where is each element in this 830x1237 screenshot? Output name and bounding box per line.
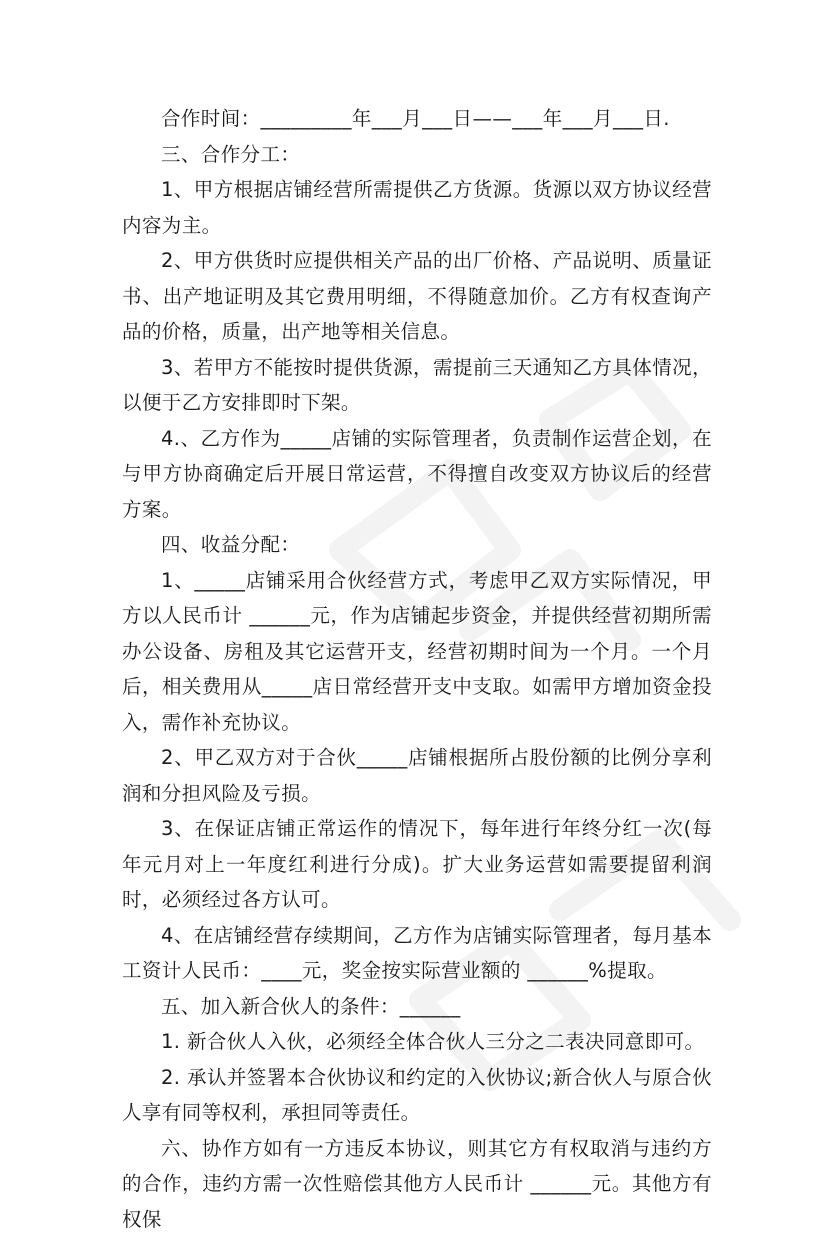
section-3-heading: 三、合作分工： [122, 137, 712, 173]
section-4-item-3: 3、在保证店铺正常运作的情况下，每年进行年终分红一次(每年元月对上一年度红利进行分成)。扩大业务运营如需要提留利润时，必须经过各方认可。 [122, 811, 712, 918]
cooperation-period-line: 合作时间：_________年___月___日——___年___月___日. [122, 101, 712, 137]
section-4-item-2: 2、甲乙双方对于合伙_____店铺根据所占股份额的比例分享利润和分担风险及亏损。 [122, 740, 712, 811]
section-3-item-3: 3、若甲方不能按时提供货源，需提前三天通知乙方具体情况，以便于乙方安排即时下架。 [122, 350, 712, 421]
section-6-paragraph: 六、协作方如有一方违反本协议，则其它方有权取消与违约方的合作，违约方需一次性赔偿其他方人民币计 ______元。其他方有权保 [122, 1131, 712, 1237]
section-4-heading: 四、收益分配： [122, 527, 712, 563]
section-5-item-2: 2. 承认并签署本合伙协议和约定的入伙协议;新合伙人与原合伙人享有同等权利，承担同等责任。 [122, 1060, 712, 1131]
section-4-item-1: 1、_____店铺采用合伙经营方式，考虑甲乙双方实际情况，甲方以人民币计 ______元，作为店铺起步资金，并提供经营初期所需办公设备、房租及其它运营开支，经营初期时间为一个月。一个月后，相关费用从_____店日常经营开支中支取。如需甲方增加资金投入，需作补充协议。 [122, 563, 712, 741]
document-body [122, 101, 712, 1237]
section-5-item-1: 1. 新合伙人入伙，必须经全体合伙人三分之二表决同意即可。 [122, 1024, 712, 1060]
section-3-item-1: 1、甲方根据店铺经营所需提供乙方货源。货源以双方协议经营内容为主。 [122, 172, 712, 243]
section-5-heading: 五、加入新合伙人的条件：______ [122, 989, 712, 1025]
section-3-item-4: 4.、乙方作为_____店铺的实际管理者，负责制作运营企划，在与甲方协商确定后开展日常运营，不得擅自改变双方协议后的经营方案。 [122, 421, 712, 528]
section-4-item-4: 4、在店铺经营存续期间，乙方作为店铺实际管理者，每月基本工资计人民币：____元，奖金按实际营业额的 ______%提取。 [122, 918, 712, 989]
section-3-item-2: 2、甲方供货时应提供相关产品的出厂价格、产品说明、质量证书、出产地证明及其它费用明细，不得随意加价。乙方有权查询产品的价格，质量，出产地等相关信息。 [122, 243, 712, 350]
